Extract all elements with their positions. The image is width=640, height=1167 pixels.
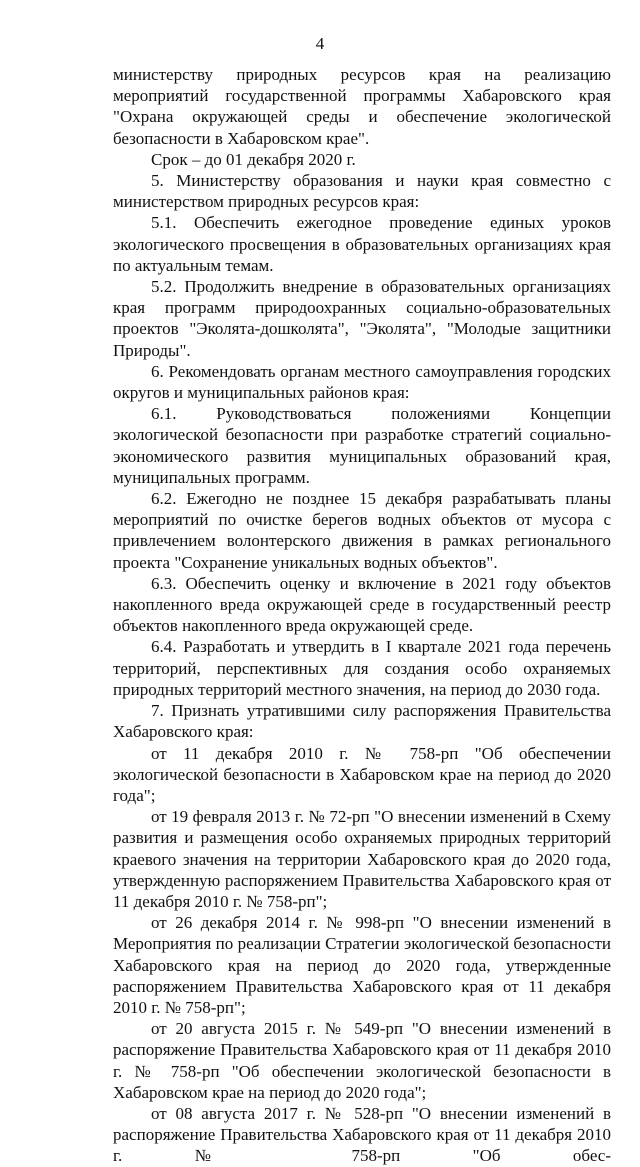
paragraph-item-6-2: 6.2. Ежегодно не позднее 15 декабря разрабатывать планы мероприятий по очистке берегов водных объектов от мусора с привлечением волонтерского движения в рамках регионального проекта "Сохранение уникальных водных объектов". [113,489,611,572]
document-body [113,64,611,1167]
paragraph-item-6-1: 6.1. Руководствоваться положениями Концепции экологической безопасности при разработке стратегий социально-экономического развития муниципальных образований края, муниципальных программ. [113,404,611,487]
paragraph-item-5-2: 5.2. Продолжить внедрение в образовательных организациях края программ природоохранных социально-образовательных проектов "Эколята-дошколята", "Эколята", "Молодые защитники Природы". [113,277,611,360]
page-number: 4 [315,34,325,53]
paragraph-program-continuation: министерству природных ресурсов края на реализацию мероприятий государственной программы Хабаровского края "Охрана окружающей среды и обеспечение экологической безопасности в Хабаровском крае". [113,65,611,148]
paragraph-item-7: 7. Признать утратившими силу распоряжения Правительства Хабаровского края: [113,701,611,742]
paragraph-decree-528: от 08 августа 2017 г. № 528-рп "О внесении изменений в распоряжение Правительства Хабаровского края от 11 декабря 2010 г. № 758-рп "Об обес- [113,1103,611,1166]
paragraph-item-5: 5. Министерству образования и науки края совместно с министерством природных ресурсов края: [113,171,611,212]
paragraph-item-6-4: 6.4. Разработать и утвердить в I квартале 2021 года перечень территорий, перспективных для создания особо охраняемых природных территорий местного значения, на период до 2030 года. [113,637,611,699]
paragraph-item-5-1: 5.1. Обеспечить ежегодное проведение единых уроков экологического просвещения в образовательных организациях края по актуальным темам. [113,213,611,275]
paragraph-decree-998: от 26 декабря 2014 г. № 998-рп "О внесении изменений в Мероприятия по реализации Стратегии экологической безопасности Хабаровского края на период до 2020 года, утвержденные распоряжением Правительства Хабаровского края от 11 декабря 2010 г. № 758-рп"; [113,913,611,1017]
paragraph-item-6-3: 6.3. Обеспечить оценку и включение в 2021 году объектов накопленного вреда окружающей среде в государственный реестр объектов накопленного вреда окружающей среде. [113,573,611,636]
paragraph-deadline: Срок – до 01 декабря 2020 г. [151,149,356,169]
paragraph-decree-72: от 19 февраля 2013 г. № 72-рп "О внесении изменений в Схему развития и размещения особо охраняемых природных территорий краевого значения на территории Хабаровского края до 2020 года, утвержденную распоряжением Правительства Хабаровского края от 11 декабря 2010 г. № 758-рп"; [113,807,611,911]
paragraph-decree-549: от 20 августа 2015 г. № 549-рп "О внесении изменений в распоряжение Правительства Хабаровского края от 11 декабря 2010 г. № 758-рп "Об обеспечении экологической безопасности в Хабаровском крае на период до 2020 года"; [113,1019,611,1102]
paragraph-decree-758: от 11 декабря 2010 г. № 758-рп "Об обеспечении экологической безопасности в Хабаровском крае на период до 2020 года"; [113,743,611,805]
paragraph-item-6: 6. Рекомендовать органам местного самоуправления городских округов и муниципальных районов края: [113,361,611,403]
